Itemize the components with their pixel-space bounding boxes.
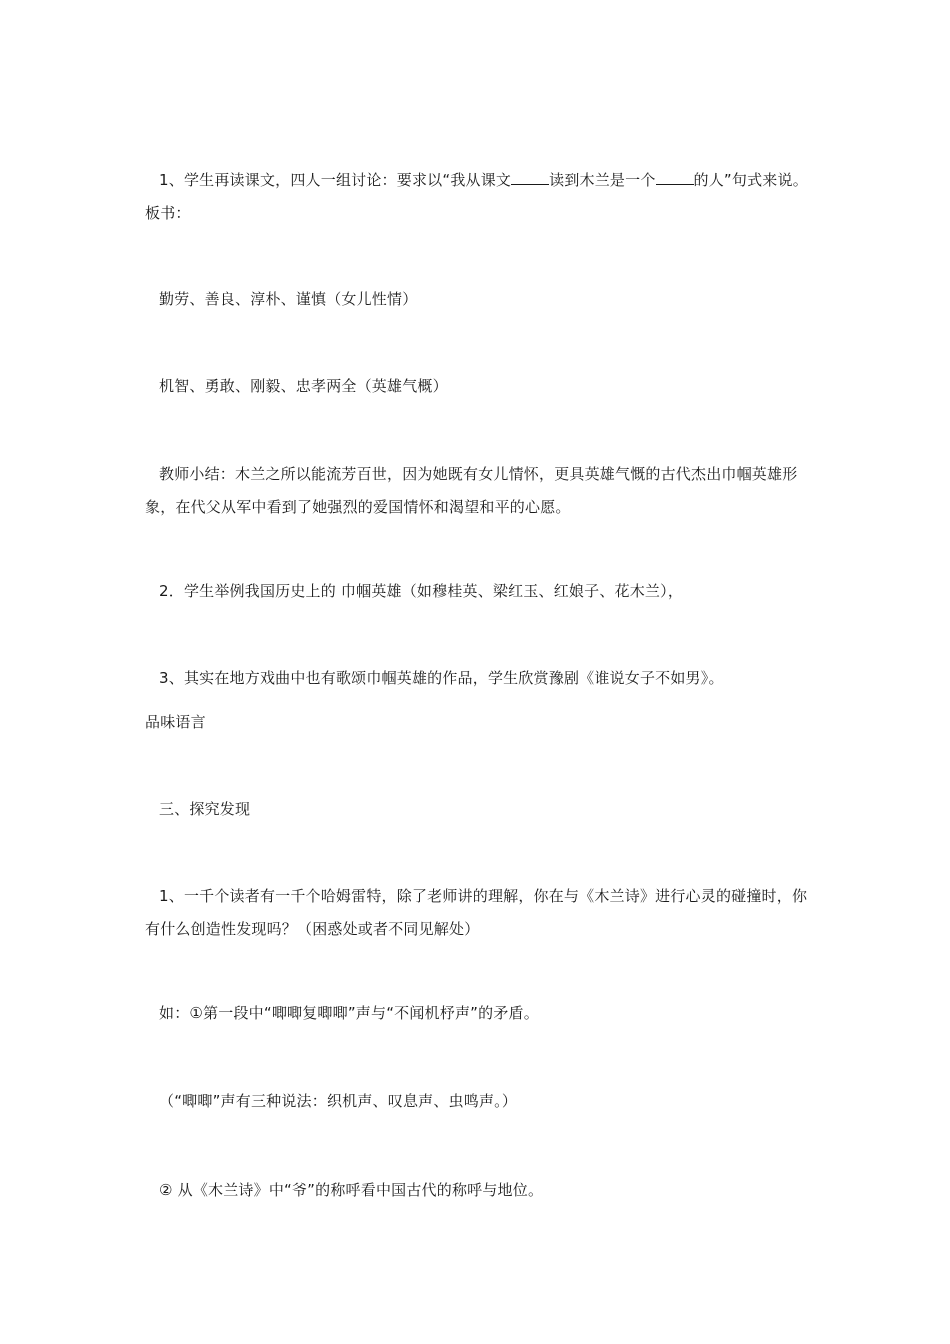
paragraph-example-1-note: （“唧唧”声有三种说法：织机声、叹息声、虫鸣声。）: [159, 1092, 518, 1110]
discussion-text-b: 读到木兰是一个: [549, 171, 656, 189]
paragraph-board-daughter-traits: 勤劳、善良、淳朴、谨慎（女儿性情）: [159, 290, 418, 308]
paragraph-savor-language: 品味语言: [145, 713, 206, 731]
discussion-text-a: 1、学生再读课文，四人一组讨论：要求以“我从课文: [159, 171, 512, 189]
paragraph-example-1: 如：①第一段中“唧唧复唧唧”声与“不闻机杼声”的矛盾。: [159, 1004, 539, 1022]
paragraph-discussion-task: [145, 164, 810, 230]
paragraph-creative-discovery: 1、一千个读者有一千个哈姆雷特，除了老师讲的理解，你在与《木兰诗》进行心灵的碰撞时，你有什么创造性发现吗？（困惑处或者不同见解处）: [145, 887, 808, 938]
paragraph-example-2: ② 从《木兰诗》中“爷”的称呼看中国古代的称呼与地位。: [159, 1181, 544, 1199]
fill-blank-2: [656, 171, 694, 185]
paragraph-opera-appreciation: 3、其实在地方戏曲中也有歌颂巾帼英雄的作品，学生欣赏豫剧《谁说女子不如男》。: [159, 669, 724, 687]
discussion-text-c: 的人”句式来说。板书：: [145, 171, 808, 222]
paragraph-heroine-examples: 2．学生举例我国历史上的 巾帼英雄（如穆桂英、梁红玉、红娘子、花木兰），: [159, 582, 684, 600]
section-heading-explore: 三、探究发现: [159, 800, 251, 818]
paragraph-board-hero-traits: 机智、勇敢、刚毅、忠孝两全（英雄气概）: [159, 377, 448, 395]
fill-blank-1: [511, 171, 549, 185]
paragraph-teacher-summary: 教师小结：木兰之所以能流芳百世，因为她既有女儿情怀，更具英雄气慨的古代杰出巾帼英雄形象，在代父从军中看到了她强烈的爱国情怀和渴望和平的心愿。: [145, 465, 798, 516]
